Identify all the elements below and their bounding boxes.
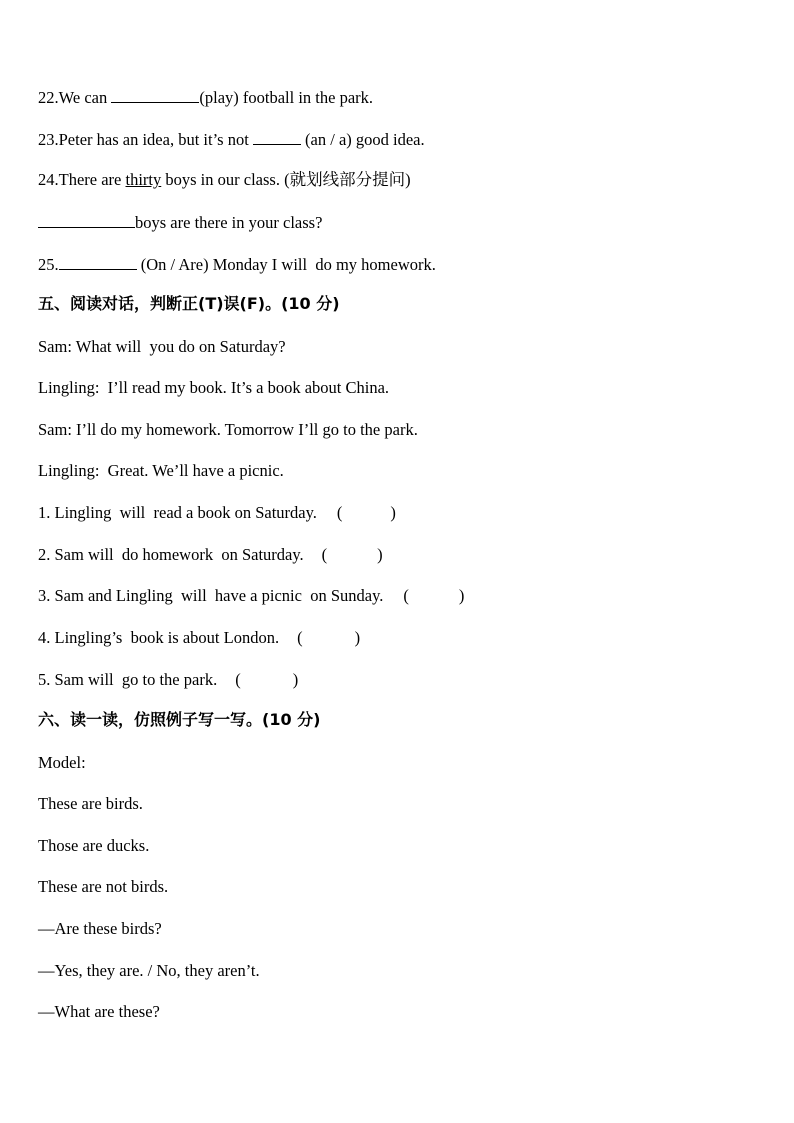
question-text: 4. Lingling’s book is about London.: [38, 628, 280, 647]
exercise-24: [38, 169, 411, 191]
exercise-text: (play) football in the park.: [199, 88, 374, 107]
tf-question: [38, 585, 464, 607]
answer-blank[interactable]: [59, 253, 137, 270]
section-heading-6: 六、读一读，仿照例子写一写。(10 分): [38, 710, 321, 729]
exercise-24-answer: [38, 211, 322, 234]
answer-parentheses[interactable]: ( ): [235, 670, 299, 689]
exercise-23: [38, 128, 425, 151]
underlined-word: thirty: [125, 170, 162, 189]
model-line: Model:: [38, 753, 86, 772]
dialogue-line: Sam: I’ll do my homework. Tomorrow I’ll go to the park.: [38, 420, 418, 439]
dialogue-line: Lingling: I’ll read my book. It’s a book about China.: [38, 378, 390, 397]
answer-parentheses[interactable]: ( ): [403, 586, 465, 605]
tf-question: [38, 627, 360, 649]
question-text: 5. Sam will go to the park.: [38, 670, 218, 689]
exercise-number: 23.: [38, 130, 59, 149]
question-text: 3. Sam and Lingling will have a picnic on Sunday.: [38, 586, 384, 605]
tf-question: [38, 669, 298, 691]
answer-blank[interactable]: [38, 211, 135, 228]
exercise-text: We can: [58, 88, 112, 107]
dialogue-line: Sam: What will you do on Saturday?: [38, 337, 286, 356]
tf-question: [38, 544, 383, 566]
section-heading-5: 五、阅读对话，判断正(T)误(F)。(10 分): [38, 294, 340, 313]
question-text: 1. Lingling will read a book on Saturday.: [38, 503, 317, 522]
model-line: —What are these?: [38, 1002, 160, 1021]
model-line: —Are these birds?: [38, 919, 162, 938]
exercise-text: boys are there in your class?: [135, 213, 323, 232]
exercise-number: 22.: [38, 88, 59, 107]
exercise-25: [38, 253, 436, 276]
question-text: 2. Sam will do homework on Saturday.: [38, 545, 304, 564]
answer-parentheses[interactable]: ( ): [321, 545, 383, 564]
answer-blank[interactable]: [253, 128, 301, 145]
dialogue-line: Lingling: Great. We’ll have a picnic.: [38, 461, 284, 480]
exercise-text: Peter has an idea, but it’s not: [58, 130, 253, 149]
exercise-number: 25.: [38, 255, 59, 274]
model-line: Those are ducks.: [38, 836, 150, 855]
model-line: These are birds.: [38, 794, 143, 813]
answer-parentheses[interactable]: ( ): [336, 503, 396, 522]
tf-question: [38, 502, 396, 524]
answer-blank[interactable]: [111, 86, 199, 103]
exercise-text: (On / Are) Monday I will do my homework.: [136, 255, 436, 274]
exercise-text: There are: [58, 170, 126, 189]
model-line: —Yes, they are. / No, they aren’t.: [38, 961, 260, 980]
model-line: These are not birds.: [38, 877, 169, 896]
exercise-number: 24.: [38, 170, 59, 189]
exercise-22: [38, 86, 373, 109]
exercise-text: boys in our class. (就划线部分提问): [161, 170, 411, 189]
answer-parentheses[interactable]: ( ): [297, 628, 361, 647]
exercise-text: (an / a) good idea.: [300, 130, 425, 149]
